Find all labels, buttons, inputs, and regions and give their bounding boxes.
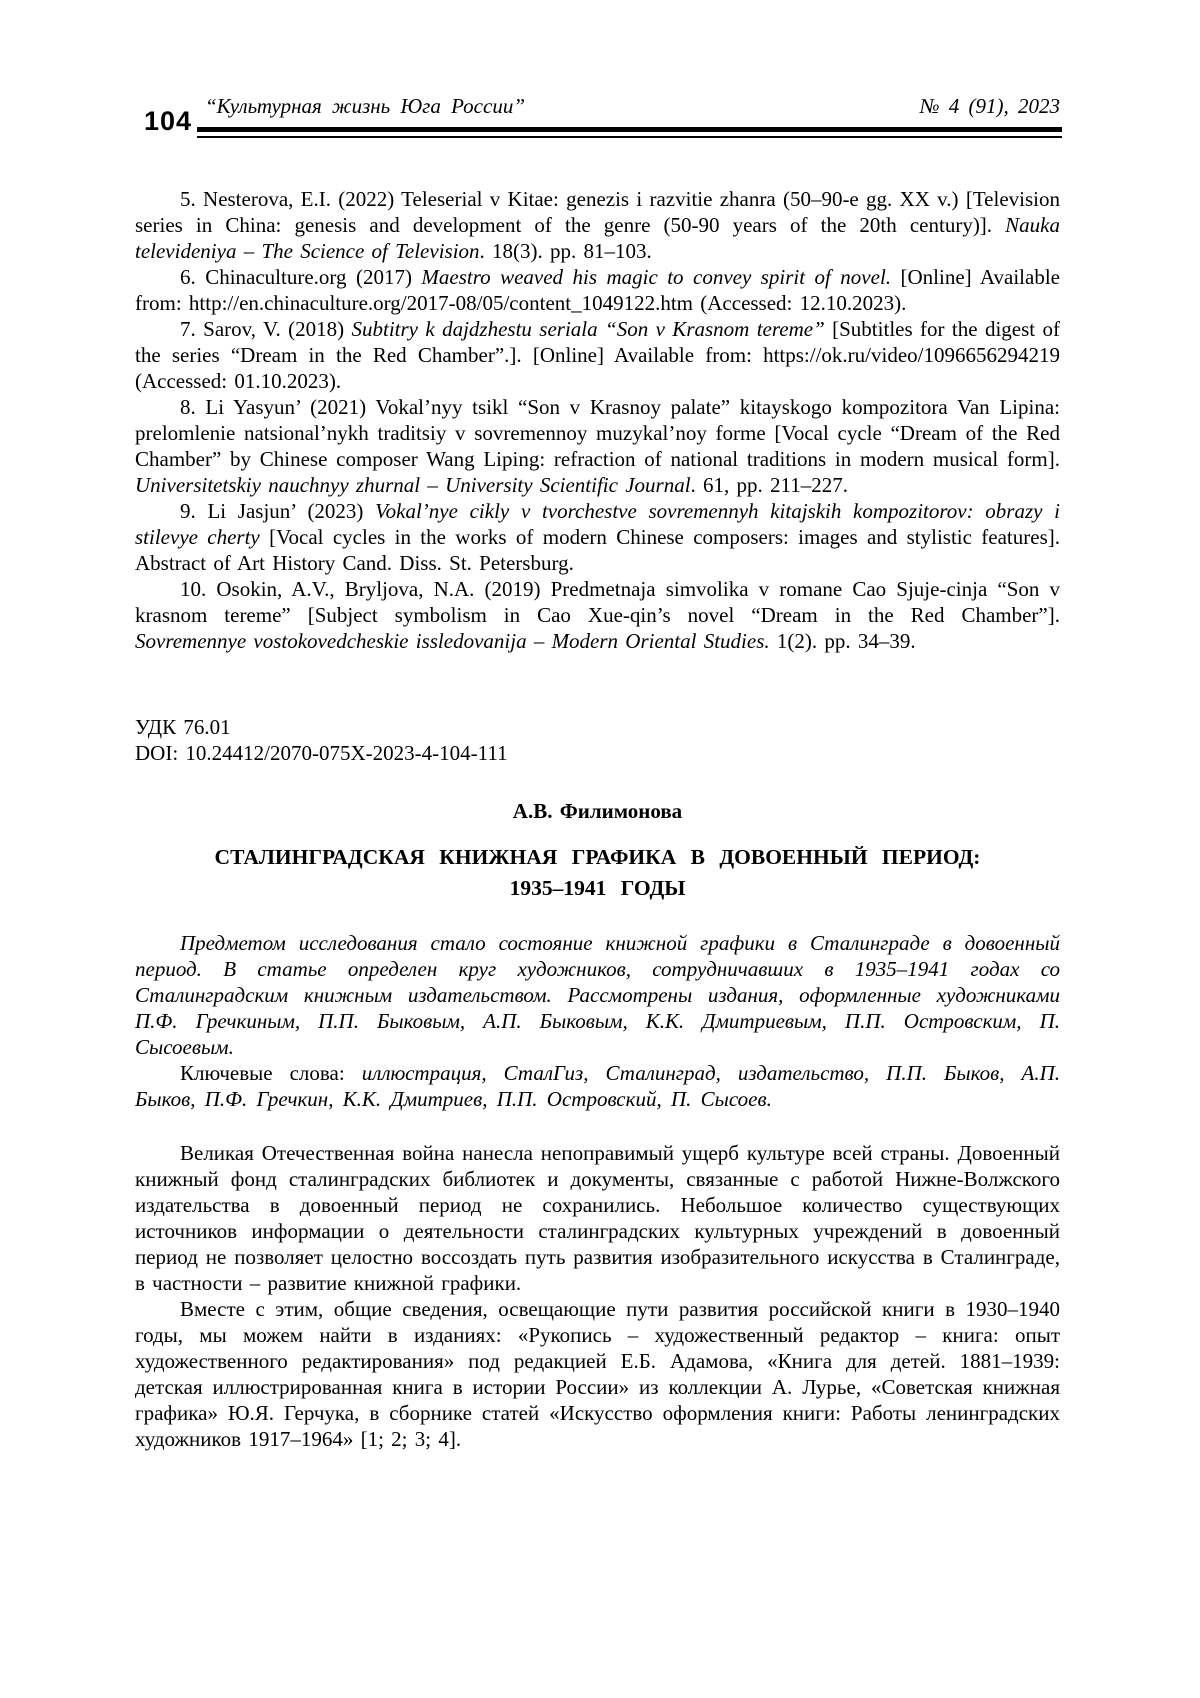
reference-item-7	[135, 316, 1060, 394]
header-rule-thin	[197, 136, 1062, 138]
article-title	[135, 842, 1060, 904]
reference-item-8	[135, 394, 1060, 498]
reference-item-6	[135, 264, 1060, 316]
journal-title: “Культурная жизнь Юга России”	[205, 94, 525, 118]
reference-item-10	[135, 576, 1060, 654]
doi-code: DOI: 10.24412/2070-075X-2023-4-104-111	[135, 741, 508, 765]
text-segment: 6. Chinaculture.org (2017)	[180, 265, 422, 289]
references-section	[135, 186, 1060, 654]
text-segment: [Subtitles for the digest of the series “Dream in the Red Chamber”.]. [Online] Available from: https://ok.ru/video/1096656294219 (Accessed: 01.10.2023).	[135, 317, 1060, 393]
page-content	[135, 186, 1060, 1452]
text-segment: 7. Sarov, V. (2018)	[180, 317, 352, 341]
article-keywords	[135, 1060, 1060, 1112]
text-segment: Sovremennye vostokovedcheskie issledovanija – Modern Oriental Studies.	[135, 629, 770, 653]
text-segment: Vokal’nye cikly v tvorchestve sovremennyh kitajskih kompozitorov: obrazy i stilevye cherty	[135, 499, 1060, 549]
text-segment: 8. Li Yasyun’ (2021) Vokal’nyy tsikl “Son v Krasnoy palate” kitayskogo kompozitora Van Lipina: prelomlenie natsional’nykh traditsiy v sovremennoy muzykal’noy forme [Vocal cycle “Dream of the Red Chamber” by Chinese composer Wang Liping: refraction of national traditions in modern musical form].	[135, 395, 1060, 471]
article-title-line1: СТАЛИНГРАДСКАЯ КНИЖНАЯ ГРАФИКА В ДОВОЕННЫЙ ПЕРИОД:	[214, 845, 981, 869]
body-paragraph-1: Великая Отечественная война нанесла непоправимый ущерб культуре всей страны. Довоенный книжный фонд сталинградских библиотек и документы, связанные с работой Нижне-Волжского издательства в довоенный период не сохранились. Небольшое количество существующих источников информации о деятельности сталинградских культурных учреждений в довоенный период не позволяет целостно воссоздать путь развития изобразительного искусства в Сталинграде, в частности – развитие книжной графики.	[135, 1141, 1060, 1295]
header-rule-thick	[197, 127, 1062, 132]
article-title-line2: 1935–1941 ГОДЫ	[509, 876, 686, 900]
text-segment: 1(2). pp. 34–39.	[769, 629, 916, 653]
issue-number: № 4 (91), 2023	[919, 94, 1060, 118]
text-segment: . 61, pp. 211–227.	[690, 473, 849, 497]
page-number: 104	[144, 106, 193, 136]
reference-item-9	[135, 498, 1060, 576]
article-author: А.В. Филимонова	[512, 799, 683, 823]
text-segment: [Vocal cycles in the works of modern Chinese composers: images and stylistic features]. Abstract of Art History Cand. Diss. St. Petersburg.	[135, 525, 1060, 575]
keywords-list: иллюстрация, СталГиз, Сталинград, издательство, П.П. Быков, А.П. Быков, П.Ф. Гречкин, К.К. Дмитриев, П.П. Островский, П. Сысоев.	[135, 1061, 1060, 1111]
text-segment: Nauka televideniya – The Science of Television	[135, 213, 1060, 263]
body-paragraph-2: Вместе с этим, общие сведения, освещающие пути развития российской книги в 1930–1940 годы, мы можем найти в изданиях: «Рукопись – художественный редактор – книга: опыт художественного редактирования» под редакцией Е.Б. Адамова, «Книга для детей. 1881–1939: детская иллюстрированная книга в истории России» из коллекции А. Лурье, «Советская книжная графика» Ю.Я. Герчука, в сборнике статей «Искусство оформления книги: Работы ленинградских художников 1917–1964» [1; 2; 3; 4].	[135, 1297, 1060, 1451]
reference-item-5	[135, 186, 1060, 264]
text-segment: . 18(3). pp. 81–103.	[479, 239, 652, 263]
text-segment: 9. Li Jasjun’ (2023)	[180, 499, 376, 523]
article-meta	[135, 714, 1060, 766]
text-segment: 5. Nesterova, E.I. (2022) Teleserial v Kitae: genezis i razvitie zhanra (50–90-e gg. XX v.) [Television series in China: genesis and development of the genre (50-90 years of the 20th century)].	[135, 187, 1060, 237]
text-segment: [Online] Available from: http://en.chinaculture.org/2017-08/05/content_1049122.htm (Accessed: 12.10.2023).	[135, 265, 1060, 315]
header-divider	[197, 127, 1062, 138]
text-segment: Subtitry k dajdzhestu seriala “Son v Krasnom tereme”	[351, 317, 825, 341]
text-segment: Maestro weaved his magic to convey spirit of novel.	[421, 265, 892, 289]
article-abstract: Предметом исследования стало состояние книжной графики в Сталинграде в довоенный период. В статье определен круг художников, сотрудничавших в 1935–1941 годах со Сталинградским книжным издательством. Рассмотрены издания, оформленные художниками П.Ф. Гречкиным, П.П. Быковым, А.П. Быковым, К.К. Дмитриевым, П.П. Островским, П. Сысоевым.	[135, 931, 1060, 1059]
keywords-label: Ключевые слова:	[180, 1061, 345, 1085]
text-segment: Universitetskiy nauchnyy zhurnal – University Scientific Journal	[135, 473, 691, 497]
text-segment: 10. Osokin, A.V., Bryljova, N.A. (2019) Predmetnaja simvolika v romane Cao Sjuje-cinja “Son v krasnom tereme” [Subject symbolism in Cao Xue-qin’s novel “Dream in the Red Chamber”].	[135, 577, 1060, 627]
udc-code: УДК 76.01	[135, 715, 231, 739]
